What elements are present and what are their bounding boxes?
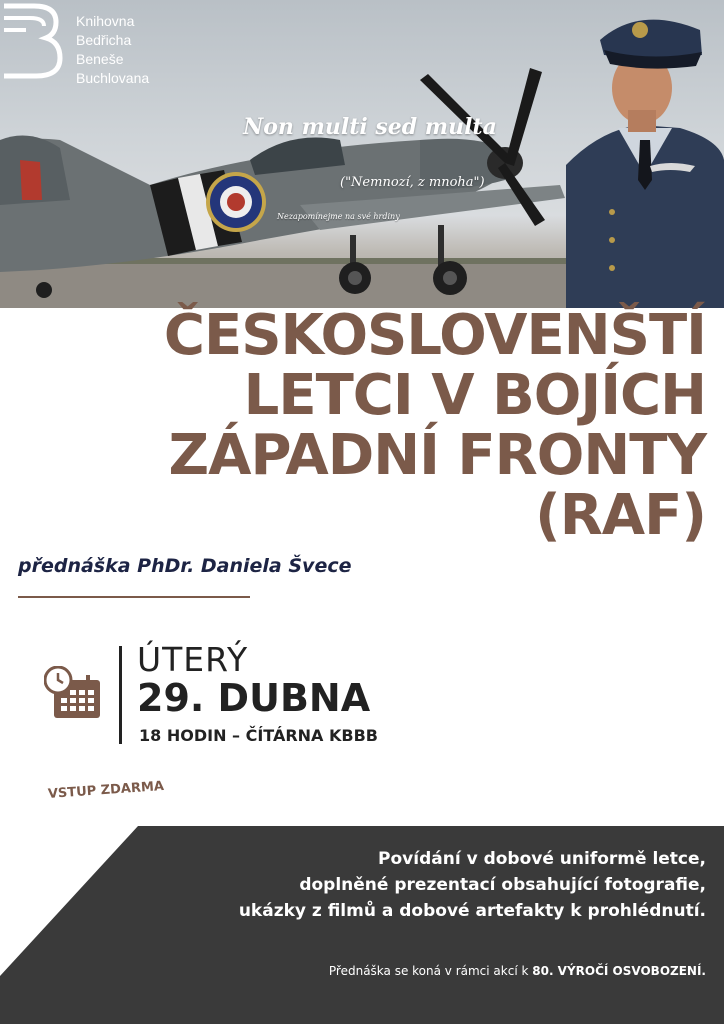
library-name-line: Bedřicha bbox=[76, 32, 132, 48]
date-divider bbox=[119, 646, 122, 744]
description-line: ukázky z filmů a dobové artefakty k prohlédnutí. bbox=[238, 901, 706, 921]
event-description bbox=[186, 846, 706, 924]
title-line: (RAF) bbox=[535, 483, 706, 548]
library-name bbox=[76, 12, 149, 88]
motto-translation: ("Nemnozí, z mnoha") bbox=[340, 175, 485, 190]
hero-photo bbox=[0, 0, 724, 308]
entry-badge: VSTUP ZDARMA bbox=[47, 778, 165, 802]
event-weekday: ÚTERÝ bbox=[137, 640, 249, 679]
event-date: 29. DUBNA bbox=[137, 676, 371, 720]
lecturer: přednáška PhDr. Daniela Švece bbox=[18, 555, 352, 577]
title-line: ČESKOSLOVENŠTÍ bbox=[163, 303, 706, 368]
title-line: ZÁPADNÍ FRONTY bbox=[168, 423, 706, 488]
divider bbox=[18, 596, 250, 598]
footer-text: Přednáška se koná v rámci akcí k bbox=[328, 964, 533, 978]
footer-highlight: 80. VÝROČÍ OSVOBOZENÍ. bbox=[532, 964, 706, 978]
library-name-line: Buchlovana bbox=[76, 70, 150, 86]
description-line: Povídání v dobové uniformě letce, bbox=[378, 849, 706, 869]
event-time-place: 18 HODIN – ČÍTÁRNA KBBB bbox=[139, 726, 378, 745]
library-name-line: Knihovna bbox=[76, 13, 135, 29]
description-line: doplněné prezentací obsahující fotografie, bbox=[299, 875, 706, 895]
page-title bbox=[16, 303, 706, 548]
motto: Non multi sed multa bbox=[243, 114, 497, 140]
tagline: Nezapomínejme na své hrdiny bbox=[277, 212, 400, 221]
footer-note bbox=[329, 964, 706, 978]
library-name-line: Beneše bbox=[76, 51, 124, 67]
calendar-clock-icon bbox=[44, 666, 102, 720]
title-line: LETCI V BOJÍCH bbox=[243, 363, 706, 428]
